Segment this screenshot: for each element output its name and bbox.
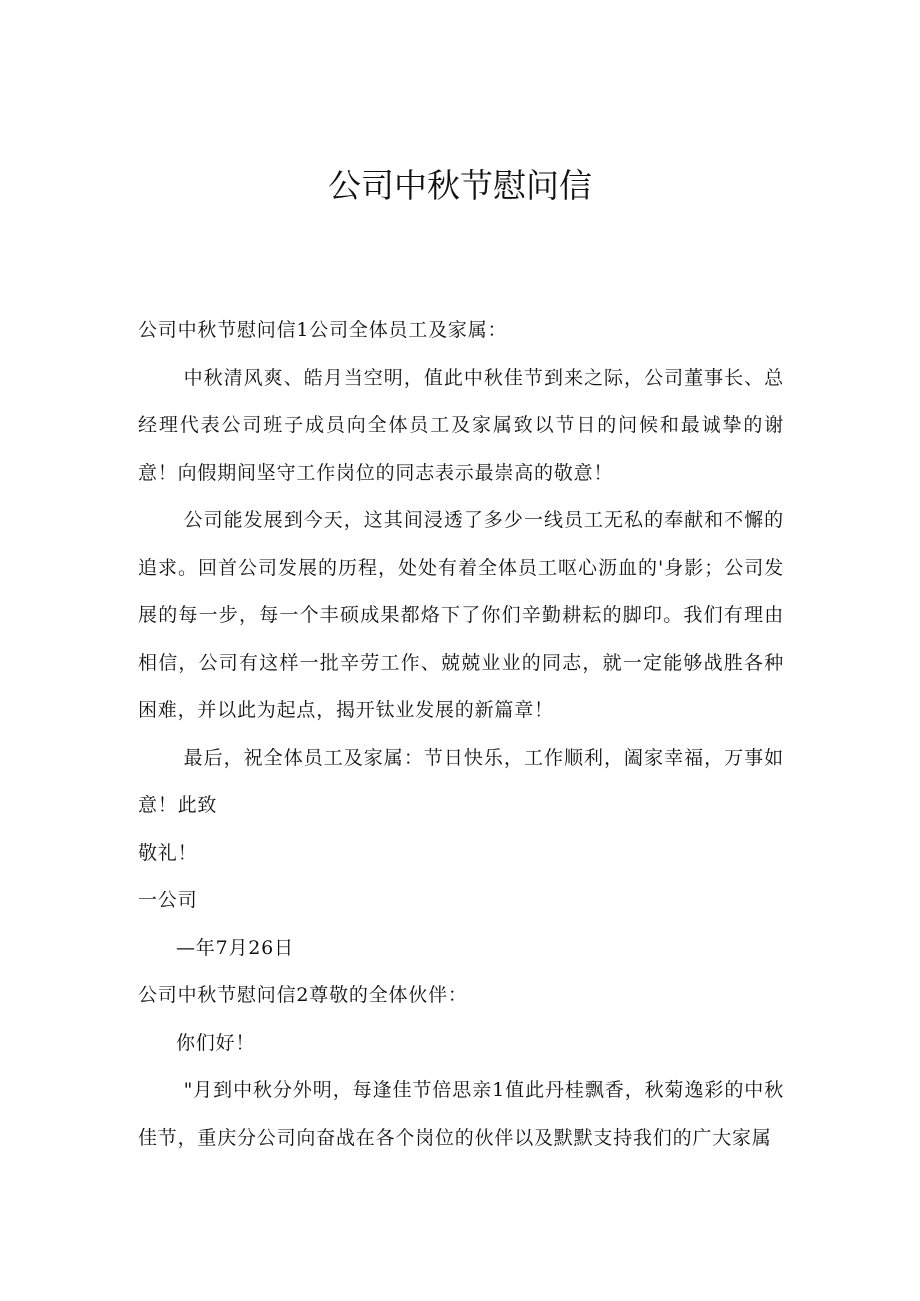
letter2-hello: 你们好！ [176, 1031, 256, 1054]
letter2-paragraph-1: "月到中秋分外明，每逢佳节倍思亲1值此丹桂飘香，秋菊逸彩的中秋佳节，重庆分公司向奋战在各个岗位的伙伴以及默默支持我们的广大家属 [138, 1079, 784, 1149]
letter1-signature: 一公司 [138, 889, 198, 911]
letter1-salute: 敬礼！ [138, 841, 198, 864]
letter1-paragraph-3: 最后，祝全体员工及家属：节日快乐，工作顺利，阖家幸福，万事如意！此致 [138, 746, 784, 816]
document-title: 公司中秋节慰问信 [328, 166, 592, 205]
letter2-greeting: 公司中秋节慰问信2尊敬的全体伙伴： [138, 984, 468, 1006]
letter1-greeting: 公司中秋节慰问信1公司全体员工及家属： [138, 319, 508, 341]
document-body [138, 307, 784, 1162]
letter1-paragraph-2: 公司能发展到今天，这其间浸透了多少一线员工无私的奉献和不懈的追求。回首公司发展的历程，处处有着全体员工呕心沥血的'身影；公司发展的每一步，每一个丰硕成果都烙下了你们辛勤耕耘的脚印。我们有理由相信，公司有这样一批辛劳工作、兢兢业业的同志，就一定能够战胜各种困难，并以此为起点，揭开钛业发展的新篇章！ [138, 509, 784, 721]
letter1-date: —年7月26日 [176, 936, 294, 959]
letter1-paragraph-1: 中秋清风爽、皓月当空明，值此中秋佳节到来之际，公司董事长、总经理代表公司班子成员向全体员工及家属致以节日的问候和最诚挚的谢意！向假期间坚守工作岗位的同志表示最崇高的敬意！ [138, 366, 784, 484]
